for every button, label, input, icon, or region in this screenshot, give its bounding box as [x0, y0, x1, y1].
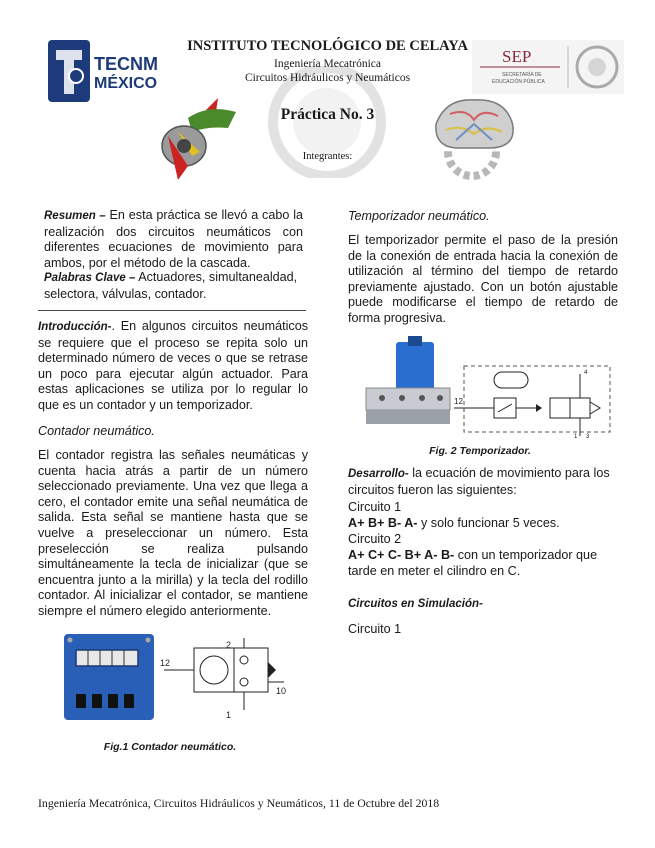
circuit1-equation: A+ B+ B- A-: [348, 516, 418, 530]
circuit1-note: y solo funcionar 5 veces.: [417, 516, 560, 530]
svg-text:TECNM: TECNM: [94, 54, 158, 74]
intro-paragraph: [38, 319, 308, 414]
svg-text:1: 1: [226, 710, 232, 720]
fig2-caption: Fig. 2 Temporizador.: [429, 445, 531, 457]
tecnm-logo: [46, 36, 161, 108]
keywords-text: Actuadores, simultanealdad, selectora, válvulas, contador.: [44, 270, 298, 301]
timer-symbol-diagram: [454, 364, 614, 440]
development-label: Desarrollo-: [348, 468, 409, 480]
intro-label: Introducción-: [38, 321, 112, 333]
sep-logo: [472, 40, 624, 94]
svg-text:12: 12: [160, 658, 171, 668]
timer-paragraph: El temporizador permite el paso de la presión de la conexión de entrada hacia la conexión de utilización al término del tiempo de retardo previamente ajustado. Con un botón ajustable puede modificarse el tiempo de retardo de forma progresiva.: [348, 233, 618, 325]
celaya-logo: [148, 96, 248, 182]
circuit2-note: con un temporizador que tarde en meter el cilindro en C.: [348, 548, 598, 578]
intro-text: . En algunos circuitos neumáticos se requiere que el proceso se repita solo un determinado número de veces o que se retrase un poco para ejecutar algún actuador. Para estas aplicaciones se utiliza por lo regular lo que es un contador y un temporizador.: [38, 319, 308, 412]
page-footer: Ingeniería Mecatrónica, Circuitos Hidráulicos y Neumáticos, 11 de Octubre del 2018: [38, 796, 440, 810]
keywords-label: Palabras Clave –: [44, 272, 136, 284]
svg-text:3: 3: [586, 434, 590, 440]
svg-text:4: 4: [584, 370, 588, 376]
svg-text:MÉXICO: MÉXICO: [94, 75, 158, 92]
circuit1-equation-line: [348, 516, 620, 532]
circuit2-label: Circuito 2: [348, 532, 402, 546]
practice-title: Práctica No. 3: [280, 106, 375, 123]
development-text: la ecuación de movimiento para los circuitos fueron las siguientes:: [348, 466, 610, 497]
career-line: Ingeniería Mecatrónica: [274, 58, 381, 70]
svg-text:2: 2: [226, 640, 232, 650]
circuit1-label: Circuito 1: [348, 500, 402, 514]
simulation-heading: Circuitos en Simulación-: [348, 598, 483, 610]
keywords-paragraph: [44, 270, 306, 302]
counter-paragraph: El contador registra las señales neumáticas y cuenta hacia atrás a partir de un número seleccionado previamente. Una vez que llega a cero, el contador emite una señal neumática de salida. Esta señal se mantiene hasta que se vuelve a preseleccionar un número. Esta preselección se realiza pulsando simultáneamente la tecla de inicializar (que se encuentra junto a la mirilla) y la tecla del rodillo contador. Al inicializar el contador, se mantiene siempre el número elegido anteriormente.: [38, 448, 308, 618]
counter-symbol-diagram: [160, 638, 290, 720]
subject-line: Circuitos Hidráulicos y Neumáticos: [244, 72, 411, 84]
institution-title: INSTITUTO TECNOLÓGICO DE CELAYA: [187, 38, 468, 54]
development-paragraph: [348, 466, 620, 498]
simulation-circuit-label: Circuito 1: [348, 622, 402, 636]
counter-heading: Contador neumático.: [38, 424, 155, 438]
brain-gears-image: [426, 94, 520, 186]
abstract-label: Resumen –: [44, 210, 106, 222]
abstract-paragraph: [44, 208, 303, 271]
timer-device-image: [362, 336, 454, 432]
svg-text:1: 1: [574, 434, 578, 440]
svg-text:SEP: SEP: [502, 47, 532, 66]
svg-text:10: 10: [276, 686, 287, 696]
svg-text:12: 12: [454, 397, 463, 406]
svg-text:EDUCACIÓN PÚBLICA: EDUCACIÓN PÚBLICA: [492, 79, 545, 85]
fig1-caption: Fig.1 Contador neumático.: [103, 741, 237, 753]
circuit2-equation-line: [348, 548, 620, 579]
circuit2-equation: A+ C+ C- B+ A- B-: [348, 548, 455, 562]
timer-heading: Temporizador neumático.: [348, 209, 490, 223]
counter-device-image: [62, 630, 158, 726]
members-label: Integrantes:: [302, 151, 353, 162]
abstract-text: En esta práctica se llevó a cabo la realización dos circuitos neumáticos con diferentes ecuaciones de movimiento para ambos, por el método de la cascada.: [44, 208, 303, 270]
svg-text:SECRETARÍA DE: SECRETARÍA DE: [502, 72, 542, 78]
section-divider: [38, 310, 306, 311]
